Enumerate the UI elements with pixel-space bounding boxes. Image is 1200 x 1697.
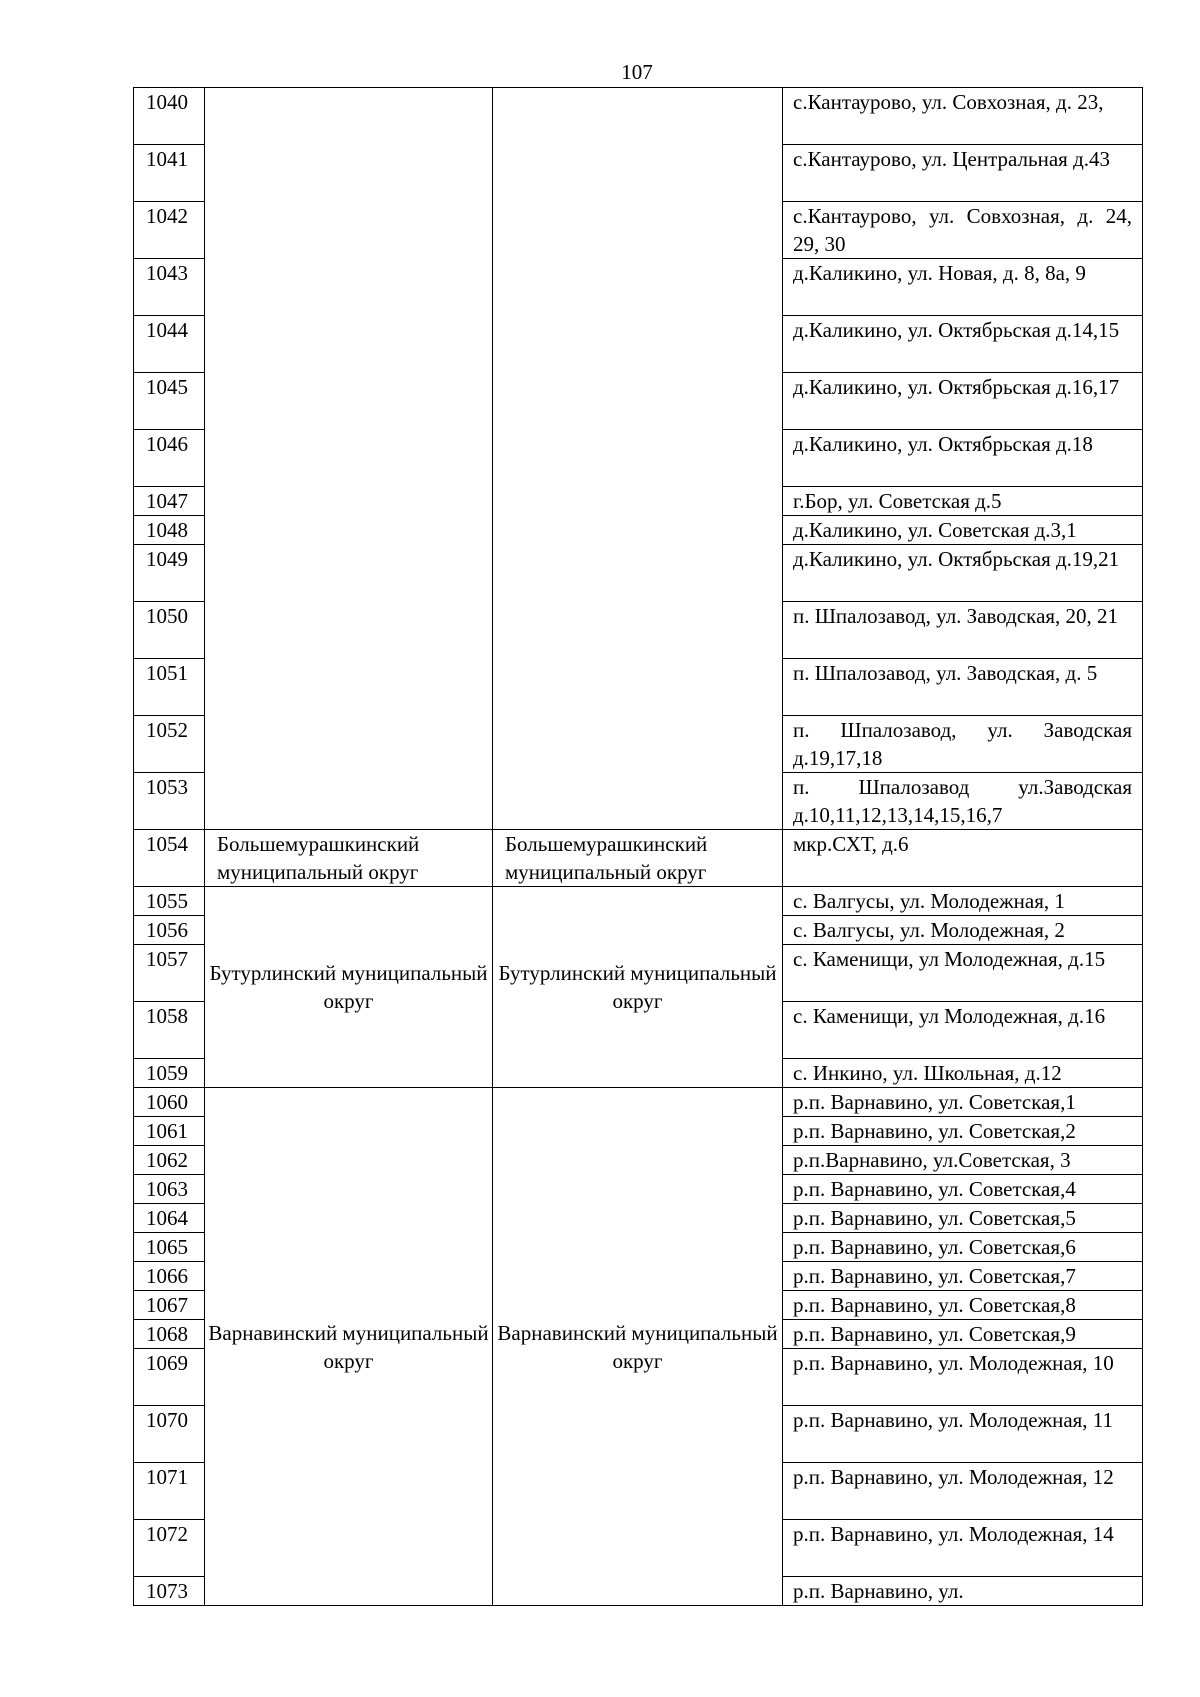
row-number-cell: 1042 <box>134 202 205 259</box>
address-cell: д.Каликино, ул. Октябрьская д.16,17 <box>783 373 1143 430</box>
table-row <box>134 887 1143 916</box>
row-number-cell: 1071 <box>134 1463 205 1520</box>
row-number-cell: 1055 <box>134 887 205 916</box>
row-number-cell: 1067 <box>134 1291 205 1320</box>
address-cell: р.п.Варнавино, ул.Советская, 3 <box>783 1146 1143 1175</box>
row-number-cell: 1049 <box>134 545 205 602</box>
row-number-cell: 1072 <box>134 1520 205 1577</box>
table-row <box>134 88 1143 145</box>
row-number-cell: 1041 <box>134 145 205 202</box>
address-cell: с.Кантаурово, ул. Совхозная, д. 24, 29, 30 <box>783 202 1143 259</box>
row-number-cell: 1064 <box>134 1204 205 1233</box>
row-number-cell: 1059 <box>134 1059 205 1088</box>
row-number-cell: 1056 <box>134 916 205 945</box>
address-cell: с.Кантаурово, ул. Совхозная, д. 23, <box>783 88 1143 145</box>
address-cell: с. Каменищи, ул Молодежная, д.15 <box>783 945 1143 1002</box>
address-cell: р.п. Варнавино, ул. Советская,8 <box>783 1291 1143 1320</box>
row-number-cell: 1057 <box>134 945 205 1002</box>
row-number-cell: 1047 <box>134 487 205 516</box>
address-cell: р.п. Варнавино, ул. Советская,7 <box>783 1262 1143 1291</box>
page-number: 107 <box>621 60 653 84</box>
address-cell: р.п. Варнавино, ул. Советская,1 <box>783 1088 1143 1117</box>
address-cell: р.п. Варнавино, ул. Советская,4 <box>783 1175 1143 1204</box>
address-cell: р.п. Варнавино, ул. Молодежная, 14 <box>783 1520 1143 1577</box>
address-cell: р.п. Варнавино, ул. Советская,5 <box>783 1204 1143 1233</box>
polling-stations-table <box>133 87 1143 1606</box>
row-number-cell: 1073 <box>134 1577 205 1606</box>
address-cell: р.п. Варнавино, ул. Молодежная, 12 <box>783 1463 1143 1520</box>
address-cell: с. Инкино, ул. Школьная, д.12 <box>783 1059 1143 1088</box>
address-cell: п. Шпалозавод, ул. Заводская, 20, 21 <box>783 602 1143 659</box>
row-number-cell: 1040 <box>134 88 205 145</box>
address-cell: р.п. Варнавино, ул. Молодежная, 11 <box>783 1406 1143 1463</box>
row-number-cell: 1069 <box>134 1349 205 1406</box>
address-cell: р.п. Варнавино, ул. Советская,2 <box>783 1117 1143 1146</box>
address-cell: с. Каменищи, ул Молодежная, д.16 <box>783 1002 1143 1059</box>
commission-cell: Варнавинский муниципальный округ <box>493 1088 783 1606</box>
row-number-cell: 1060 <box>134 1088 205 1117</box>
table-body <box>134 88 1143 1606</box>
municipality-cell: Варнавинский муниципальный округ <box>205 1088 493 1606</box>
row-number-cell: 1061 <box>134 1117 205 1146</box>
address-cell: с.Кантаурово, ул. Центральная д.43 <box>783 145 1143 202</box>
row-number-cell: 1048 <box>134 516 205 545</box>
address-cell: мкр.СХТ, д.6 <box>783 830 1143 887</box>
address-cell: д.Каликино, ул. Советская д.3,1 <box>783 516 1143 545</box>
address-cell: р.п. Варнавино, ул. Советская,6 <box>783 1233 1143 1262</box>
table-row <box>134 830 1143 887</box>
address-cell: г.Бор, ул. Советская д.5 <box>783 487 1143 516</box>
municipality-cell <box>205 88 493 830</box>
address-cell: р.п. Варнавино, ул. <box>783 1577 1143 1606</box>
table-row <box>134 1088 1143 1117</box>
address-cell: д.Каликино, ул. Новая, д. 8, 8а, 9 <box>783 259 1143 316</box>
address-cell: п. Шпалозавод ул.Заводская д.10,11,12,13,14,15,16,7 <box>783 773 1143 830</box>
row-number-cell: 1066 <box>134 1262 205 1291</box>
address-cell: д.Каликино, ул. Октябрьская д.19,21 <box>783 545 1143 602</box>
address-cell: д.Каликино, ул. Октябрьская д.18 <box>783 430 1143 487</box>
address-cell: п. Шпалозавод, ул. Заводская д.19,17,18 <box>783 716 1143 773</box>
row-number-cell: 1065 <box>134 1233 205 1262</box>
row-number-cell: 1045 <box>134 373 205 430</box>
row-number-cell: 1044 <box>134 316 205 373</box>
row-number-cell: 1046 <box>134 430 205 487</box>
commission-cell: Большемурашкинский муниципальный округ <box>493 830 783 887</box>
municipality-cell: Бутурлинский муниципальный округ <box>205 887 493 1088</box>
row-number-cell: 1054 <box>134 830 205 887</box>
row-number-cell: 1058 <box>134 1002 205 1059</box>
municipality-cell: Большемурашкинский муниципальный округ <box>205 830 493 887</box>
row-number-cell: 1070 <box>134 1406 205 1463</box>
row-number-cell: 1053 <box>134 773 205 830</box>
address-cell: с. Валгусы, ул. Молодежная, 2 <box>783 916 1143 945</box>
address-cell: р.п. Варнавино, ул. Молодежная, 10 <box>783 1349 1143 1406</box>
address-cell: с. Валгусы, ул. Молодежная, 1 <box>783 887 1143 916</box>
row-number-cell: 1063 <box>134 1175 205 1204</box>
row-number-cell: 1062 <box>134 1146 205 1175</box>
row-number-cell: 1050 <box>134 602 205 659</box>
row-number-cell: 1043 <box>134 259 205 316</box>
commission-cell: Бутурлинский муниципальный округ <box>493 887 783 1088</box>
address-cell: д.Каликино, ул. Октябрьская д.14,15 <box>783 316 1143 373</box>
row-number-cell: 1051 <box>134 659 205 716</box>
row-number-cell: 1052 <box>134 716 205 773</box>
row-number-cell: 1068 <box>134 1320 205 1349</box>
commission-cell <box>493 88 783 830</box>
address-cell: р.п. Варнавино, ул. Советская,9 <box>783 1320 1143 1349</box>
address-cell: п. Шпалозавод, ул. Заводская, д. 5 <box>783 659 1143 716</box>
